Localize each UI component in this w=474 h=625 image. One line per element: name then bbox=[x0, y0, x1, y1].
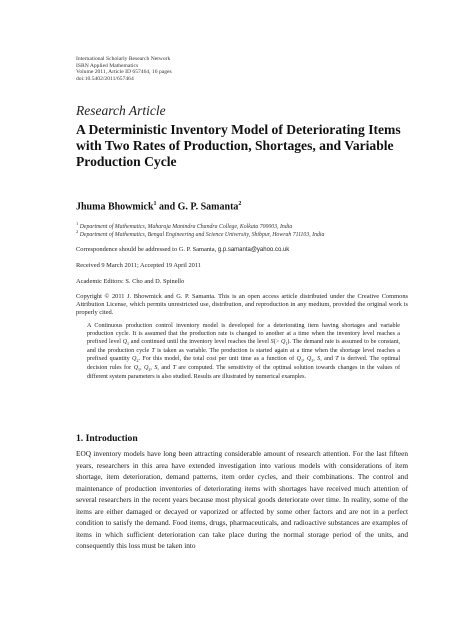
abstract-subscript: 1 bbox=[127, 340, 130, 346]
author-conjunction: and bbox=[156, 201, 178, 213]
article-type: Research Article bbox=[76, 103, 166, 118]
abstract-variable: Q bbox=[143, 364, 149, 371]
abstract-variable: T bbox=[172, 364, 176, 371]
author-1: Jhuma Bhowmick bbox=[76, 201, 154, 213]
journal-volume: Volume 2011, Article ID 657464, 16 pages bbox=[76, 69, 172, 76]
abstract-text: (> bbox=[273, 338, 281, 345]
abstract-subscript: 2 bbox=[136, 357, 139, 363]
abstract-text: ). The demand rate is assumed to be constant, and the production cycle bbox=[87, 338, 400, 354]
abstract-subscript: 1 bbox=[285, 340, 288, 346]
journal-network: International Scholarly Research Network bbox=[76, 56, 171, 62]
correspondence-email-link[interactable]: g.p.samanta@yahoo.co.uk bbox=[217, 247, 290, 253]
journal-doi[interactable]: doi:10.5402/2011/657464 bbox=[76, 76, 134, 83]
affiliation-2-text: Department of Mathematics, Bengal Engineering and Science University, Shibpur, Howrah 711103, India bbox=[79, 231, 325, 238]
affiliation-1-mark: 1 bbox=[76, 221, 79, 226]
abstract-text: , bbox=[313, 355, 318, 362]
abstract-variable: Q bbox=[132, 355, 137, 362]
correspondence bbox=[76, 246, 289, 253]
abstract-variable: S bbox=[317, 355, 321, 362]
academic-editors: Academic Editors: S. Cho and D. Spinello bbox=[76, 278, 185, 285]
author-2-affiliation-mark: 2 bbox=[238, 201, 242, 207]
introduction-paragraph: EOQ inventory models have long been attracting considerable amount of research attention. For the last fifteen years, researchers in this area have extended investigation into various models with considerations of item shortage, item deterioration, demand patterns, item order cycles, and their combinations. The control and maintenance of production inventories of deteriorating items with shortages have received much attention of several researchers in the recent years because most physical goods deteriorate over time. In reality, some of the items are either damaged or decayed or vaporized or affected by some other factors and are not in a perfect condition to satisfy the demand. Food items, drugs, pharmaceuticals, and radioactive substances are examples of items in which sufficient deterioration can take place during the normal storage period of the units, and consequently this loss must be taken into bbox=[76, 449, 408, 550]
abstract-text: , bbox=[150, 364, 155, 371]
abstract-variable: T bbox=[151, 347, 155, 354]
abstract-variable: Q bbox=[122, 338, 128, 345]
abstract-variable: S bbox=[270, 338, 274, 345]
abstract-text: , and bbox=[320, 355, 336, 362]
abstract-text: , bbox=[139, 364, 144, 371]
abstract-variable: T bbox=[335, 355, 339, 362]
abstract-subscript: 1 bbox=[300, 357, 303, 363]
abstract-subscript: 2 bbox=[148, 366, 151, 372]
article-title: A Deterministic Inventory Model of Deteriorating Items with Two Rates of Production, Shortages, and Variable Production Cycle bbox=[76, 122, 401, 169]
affiliation-2-mark: 2 bbox=[76, 229, 79, 234]
affiliation-1-text: Department of Mathematics, Maharaja Manindra Chandra College, Kolkata 700003, India bbox=[79, 223, 293, 230]
abstract-text: and continued until the inventory level reaches the level bbox=[129, 338, 271, 345]
abstract-text: are computed. The sensitivity of the optimal solution towards changes in the values of different system parameters is also studied. Results are illustrated by numerical examples. bbox=[87, 364, 401, 380]
abstract-variable: Q bbox=[306, 355, 312, 362]
correspondence-text: Correspondence should be addressed to G. P. Samanta, bbox=[76, 246, 218, 253]
author-1-affiliation-mark: 1 bbox=[153, 201, 157, 207]
abstract-variable: Q bbox=[133, 364, 138, 371]
abstract-subscript: 1 bbox=[137, 366, 140, 372]
abstract-variable: Q bbox=[296, 355, 301, 362]
abstract-text: , and bbox=[157, 364, 173, 371]
abstract-text: . For this model, the total cost per unit time as a function of bbox=[138, 355, 297, 362]
abstract-text: , bbox=[302, 355, 307, 362]
abstract-subscript: 2 bbox=[311, 357, 314, 363]
journal-name: ISRN Applied Mathematics bbox=[76, 62, 139, 69]
abstract-variable: Q bbox=[280, 338, 286, 345]
section-heading-introduction: 1. Introduction bbox=[76, 433, 138, 444]
abstract-text: A Continuous production control inventory model is developed for a deteriorating item having shortages and variable production cycle. It is assumed that the production rate is changed to another at a time when the inventory level reaches a prefixed level bbox=[87, 323, 400, 345]
affiliation-2 bbox=[76, 229, 324, 238]
abstract bbox=[87, 323, 400, 382]
journal-info bbox=[76, 56, 172, 83]
author-2: G. P. Samanta bbox=[177, 201, 239, 213]
abstract-variable: S bbox=[154, 364, 158, 371]
author-line bbox=[76, 201, 241, 212]
copyright-notice: Copyright © 2011 J. Bhowmick and G. P. Samanta. This is an open access article distributed under the Creative Commons Attribution License, which permits unrestricted use, distribution, and reproduction in any medium, provided the original work is properly cited. bbox=[76, 293, 408, 316]
abstract-text: is taken as variable. The production is started again at a time when the shortage level reaches a prefixed quantity bbox=[87, 347, 400, 362]
article-dates: Received 9 March 2011; Accepted 19 April 2011 bbox=[76, 262, 201, 269]
abstract-text: is derived. The optimal decision rules for bbox=[87, 355, 401, 371]
